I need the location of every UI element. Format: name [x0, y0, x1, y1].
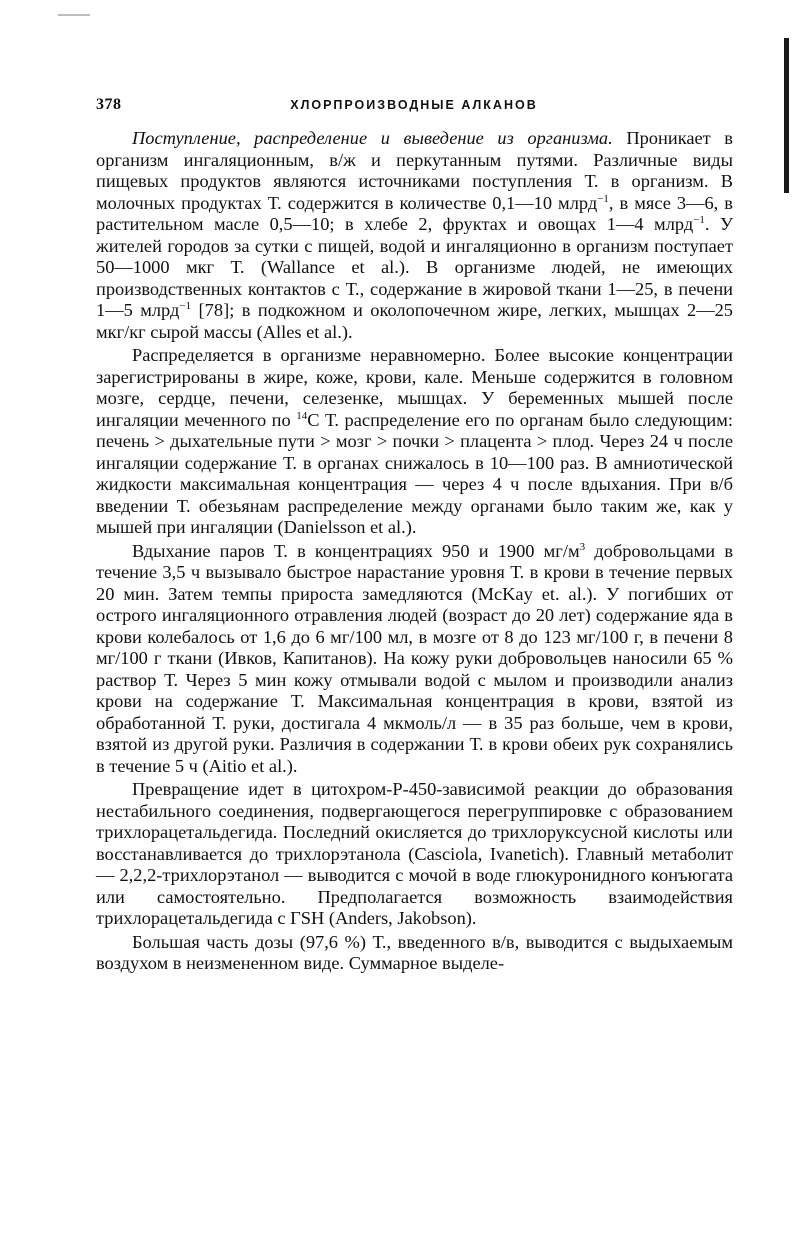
paragraph-text: C Т. распределение его по органам было следующим: печень > дыхательные пути > мозг > почки > плацента > плод. Через 24 ч после ингаляции содержание Т. в органах снижалось в 10—100 раз. В амниотической жидкости максимальная концентрация — через 4 ч после вдыхания. При в/б введении Т. обезьянам распределение между органами было таким же, как у мышей при ингаляции (Danielsson et al.).: [96, 409, 733, 537]
paragraph-text: . У жителей городов за сутки с пищей, водой и ингаляционно в организм поступает 50—1000 мкг Т. (Wallance et al.). В организме людей, не имеющих производственных контактов с Т., содержание в жировой ткани 1—25, в печени 1—5 млрд: [96, 214, 734, 320]
paragraph-text: добровольцами в течение 3,5 ч вызывало быстрое нарастание уровня Т. в крови в течение первых 20 мин. Затем темпы прироста замедляются (McKay et. al.). У погибших от острого ингаляционного отравления людей (возраст до 20 лет) содержание яда в крови колебалось от 1,6 до 6 мг/100 мл, в мозге от 8 до 123 мг/100 г, в печени 8 мг/100 г ткани (Ивков, Капитанов). На кожу руки добровольцев наносили 65 % раствор Т. Через 5 мин кожу отмывали водой с мылом и производили анализ крови на содержание Т. Максимальная концентрация в крови, взятой из обработанной Т. руки, достигала 4 мкмоль/л — в 35 раз больше, чем в крови, взятой из другой руки. Различия в содержании Т. в крови обеих рук сохранялись в течение 5 ч (Aitio et al.).: [96, 540, 733, 776]
superscript: 3: [579, 540, 586, 553]
superscript: −1: [597, 192, 609, 205]
paragraph-text: , в мясе 3—6, в растительном масле 0,5—10; в хлебе 2, фруктах и овощах 1—4 млрд: [96, 192, 733, 234]
paragraph-inhalation: [96, 541, 733, 778]
page-body: [96, 128, 733, 975]
paragraph-text: Проникает в организм ингаляционным, в/ж и перкутанным путями. Различные виды пищевых продуктов являются источниками поступления Т. в организм. В молочных продуктах Т. содержится в количестве 0,1—10 млрд: [96, 128, 733, 213]
page-edge-mark: [784, 38, 789, 193]
paragraph-text: Распределяется в организме неравномерно. Более высокие концентрации зарегистрированы в жире, коже, крови, кале. Меньше содержится в головном мозге, сердце, печени, селезенке, мышцах. У беременных мышей после ингаляции меченного по: [96, 345, 733, 430]
paragraph-metabolism: Превращение идет в цитохром-Р-450-зависимой реакции до образования нестабильного соединения, подвергающегося перегруппировке с образованием трихлорацетальдегида. Последний окисляется до трихлоруксусной кислоты или восстанавливается до трихлорэтанола (Casciola, Ivanetich). Главный метаболит — 2,2,2-трихлорэтанол — выводится с мочой в воде глюкуронидного конъюгата или самостоятельно. Предполагается возможность взаимодействия трихлорацетальдегида с ГSH (Anders, Jakobson).: [96, 779, 733, 928]
section-heading: Поступление, распределение и выведение из организма.: [132, 128, 613, 148]
superscript: −1: [179, 300, 192, 312]
paragraph-excretion: Большая часть дозы (97,6 %) Т., введенного в/в, выводится с выдыхаемым воздухом в неизмененном виде. Суммарное выделе-: [96, 931, 733, 973]
page-header: [96, 96, 732, 120]
paragraph-text: [78]; в подкожном и околопочечном жире, легких, мышцах 2—25 мкг/кг сырой массы (Alles et al.).: [96, 300, 733, 342]
superscript: 14: [296, 409, 308, 422]
page-number: 378: [96, 96, 122, 113]
paragraph-distribution: [96, 345, 733, 539]
paragraph-intake: [96, 128, 733, 343]
paragraph-text: Вдыхание паров Т. в концентрациях 950 и 1900 мг/м: [132, 540, 580, 561]
scan-artifact-line: [58, 14, 90, 16]
superscript: −1: [693, 214, 705, 226]
running-title: ХЛОРПРОИЗВОДНЫЕ АЛКАНОВ: [290, 98, 538, 112]
